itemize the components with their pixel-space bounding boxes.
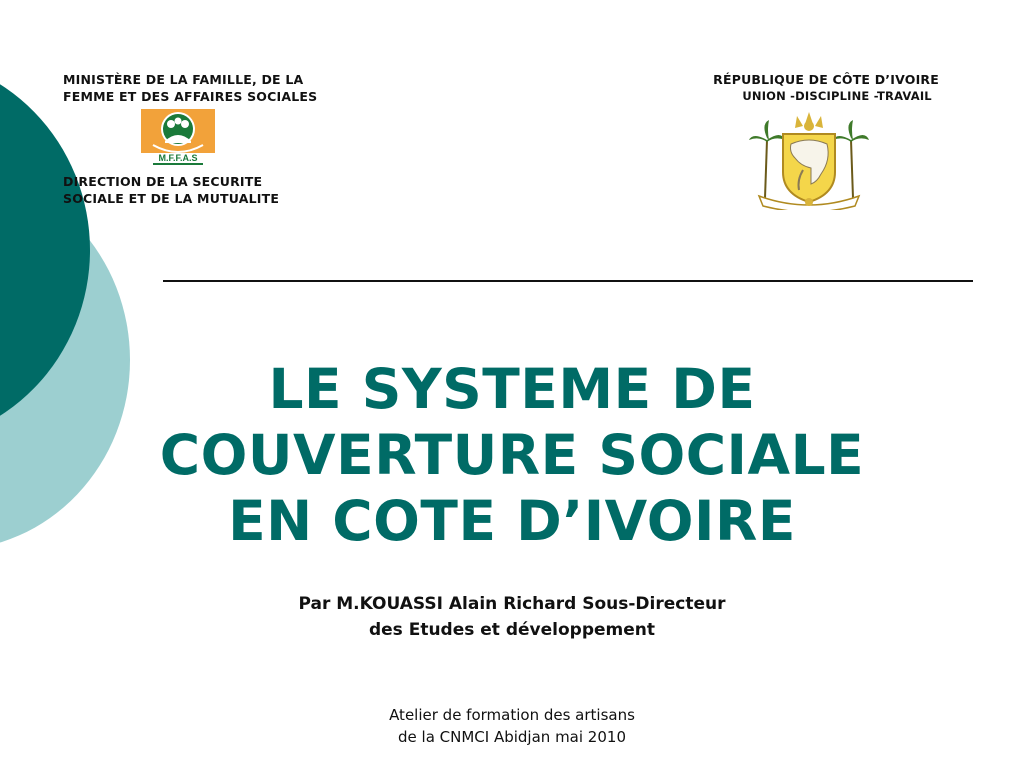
event-caption-line1: Atelier de formation des artisans <box>389 706 635 724</box>
republic-motto: UNION -DISCIPLINE -TRAVAIL <box>742 89 932 103</box>
slide-title-line1: LE SYSTEME DE <box>268 357 756 421</box>
department-name <box>63 173 279 207</box>
coat-of-arms-icon <box>747 110 871 210</box>
slide-title-line3: EN COTE D’IVOIRE <box>228 489 796 553</box>
department-name-line2: SOCIALE ET DE LA MUTUALITE <box>63 191 280 206</box>
mffas-logo-text: M.F.F.A.S <box>158 153 198 163</box>
ministry-name <box>63 71 317 105</box>
author-credit-line1: Par M.KOUASSI Alain Richard Sous-Directeur <box>298 594 726 614</box>
department-name-line1: DIRECTION DE LA SECURITE <box>63 174 263 189</box>
header-divider <box>163 280 973 282</box>
slide-title <box>100 356 924 554</box>
mffas-logo-icon <box>141 109 215 167</box>
republic-name-line1: RÉPUBLIQUE DE CÔTE D’IVOIRE <box>713 72 939 87</box>
event-caption-line2: de la CNMCI Abidjan mai 2010 <box>398 728 626 746</box>
ministry-name-line2: FEMME ET DES AFFAIRES SOCIALES <box>63 89 318 104</box>
event-caption <box>260 704 764 748</box>
republic-name <box>713 71 939 105</box>
slide-title-line2: COUVERTURE SOCIALE <box>159 423 865 487</box>
author-credit-line2: des Etudes et développement <box>368 620 656 640</box>
ministry-name-line1: MINISTÈRE DE LA FAMILLE, DE LA <box>63 72 304 87</box>
author-credit <box>160 591 864 643</box>
